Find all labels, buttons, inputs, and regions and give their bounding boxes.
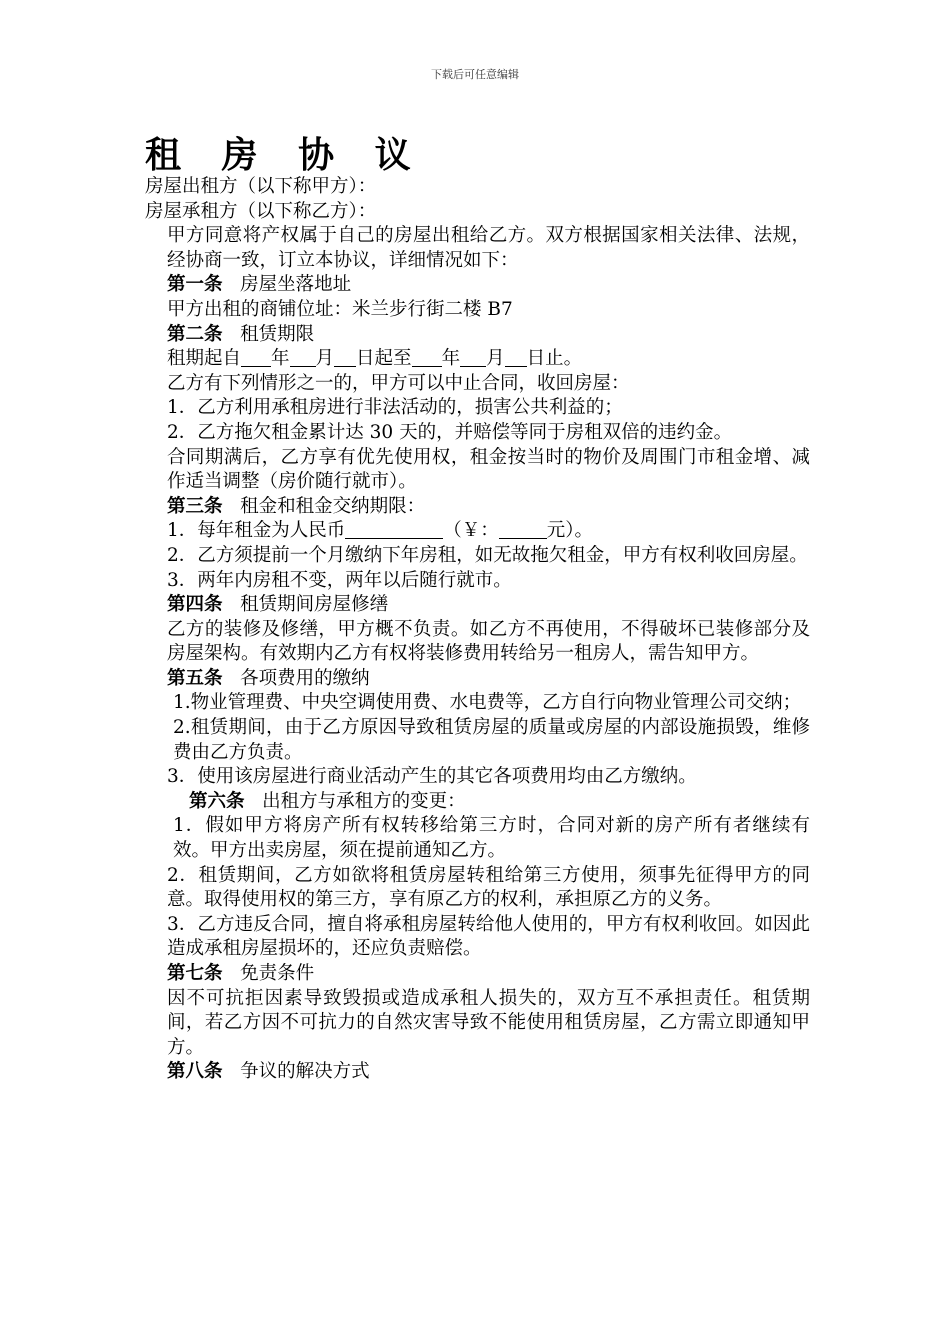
document-title: 租 房 协 议 xyxy=(145,135,425,176)
article-number: 第八条 xyxy=(167,1061,223,1083)
change-item-3: 3．乙方违反合同，擅自将承租房屋转给他人使用的，甲方有权利收回。如因此造成承租房屋损坏的，还应负责赔偿。 xyxy=(167,913,810,960)
lease-term-line xyxy=(145,347,810,372)
rent-item-2: 2．乙方须提前一个月缴纳下年房租，如无故拖欠租金，甲方有权利收回房屋。 xyxy=(167,544,808,566)
article-number: 第六条 xyxy=(189,790,245,812)
article-title: 租金和租金交纳期限： xyxy=(240,495,426,517)
blank-month xyxy=(460,348,486,367)
term-month: 月 xyxy=(315,348,335,370)
document-body xyxy=(145,175,810,1085)
termination-item-1: 1．乙方利用承租房进行非法活动的，损害公共利益的； xyxy=(167,397,623,419)
fees-item-1: 1.物业管理费、中央空调使用费、水电费等，乙方自行向物业管理公司交纳； xyxy=(173,692,802,714)
blank-rent-words xyxy=(345,520,443,539)
article-title: 房屋坐落地址 xyxy=(240,274,352,296)
change-item-2: 2．租赁期间，乙方如欲将租赁房屋转租给第三方使用，须事先征得甲方的同意。取得使用权的第三方，享有原乙方的权利，承担原乙方的义务。 xyxy=(167,864,810,911)
article-title: 免责条件 xyxy=(240,963,315,984)
article-4-heading xyxy=(145,593,810,618)
article-number: 第一条 xyxy=(167,274,223,296)
renewal-paragraph: 合同期满后，乙方享有优先使用权，租金按当时的物价及周围门市租金增、减作适当调整（房价随行就市）。 xyxy=(167,446,810,493)
term-day-end: 日止。 xyxy=(526,348,583,370)
article-8-heading xyxy=(145,1060,810,1085)
exemption-paragraph: 因不可抗拒因素导致毁损或造成承租人损失的，双方互不承担责任。租赁期间，若乙方因不可抗力的自然灾害导致不能使用租赁房屋，乙方需立即通知甲方。 xyxy=(167,987,810,1058)
lessor-line: 房屋出租方（以下称甲方）： xyxy=(145,176,377,197)
term-year: 年 xyxy=(441,348,461,370)
blank-day xyxy=(334,348,356,367)
header-note: 下载后可任意编辑 xyxy=(431,68,519,81)
article-3-heading xyxy=(145,495,810,520)
intro-paragraph: 甲方同意将产权属于自己的房屋出租给乙方。双方根据国家相关法律、法规，经协商一致，订立本协议，详细情况如下： xyxy=(167,225,810,271)
article-number: 第三条 xyxy=(167,495,223,517)
term-day-start: 日起至 xyxy=(356,348,412,370)
article-title: 争议的解决方式 xyxy=(240,1061,370,1083)
rent-prefix: 1．每年租金为人民币 xyxy=(167,520,346,542)
term-prefix: 租期起自 xyxy=(167,348,242,370)
termination-item-2: 2．乙方拖欠租金累计达 30 天的，并赔偿等同于房租双倍的违约金。 xyxy=(167,421,733,443)
article-number: 第四条 xyxy=(167,594,223,616)
article-title: 出租方与承租方的变更： xyxy=(262,790,466,812)
blank-rent-amount xyxy=(499,520,547,539)
rent-suffix: 元）。 xyxy=(546,520,594,542)
blank-year xyxy=(241,348,271,367)
article-title: 租赁期间房屋修缮 xyxy=(240,594,389,616)
rent-mid: （￥： xyxy=(443,520,499,542)
article-2-heading xyxy=(145,323,810,348)
blank-day xyxy=(505,348,527,367)
change-item-1: 1．假如甲方将房产所有权转移给第三方时，合同对新的房产所有者继续有效。甲方出卖房屋，须在提前通知乙方。 xyxy=(173,815,810,862)
article-5-heading xyxy=(145,667,810,692)
article-title: 各项费用的缴纳 xyxy=(240,667,370,689)
repair-paragraph: 乙方的装修及修缮，甲方概不负责。如乙方不再使用，不得破坏已装修部分及房屋架构。有效期内乙方有权将装修费用转给另一租房人，需告知甲方。 xyxy=(167,618,810,665)
rent-amount-line xyxy=(145,519,810,544)
address-line: 甲方出租的商铺位址：米兰步行街二楼 B7 xyxy=(167,298,513,320)
article-title: 租赁期限 xyxy=(240,323,315,345)
article-number: 第七条 xyxy=(167,963,223,984)
term-year: 年 xyxy=(271,348,290,370)
article-1-heading xyxy=(145,273,810,298)
termination-intro: 乙方有下列情形之一的，甲方可以中止合同，收回房屋： xyxy=(167,372,630,394)
rent-item-3: 3．两年内房租不变，两年以后随行就市。 xyxy=(167,569,512,591)
lessee-line: 房屋承租方（以下称乙方）： xyxy=(145,200,377,222)
fees-item-3: 3．使用该房屋进行商业活动产生的其它各项费用均由乙方缴纳。 xyxy=(167,766,697,788)
term-month: 月 xyxy=(486,348,505,370)
article-6-heading xyxy=(145,790,810,815)
article-number: 第二条 xyxy=(167,323,223,345)
article-7-heading xyxy=(145,962,810,987)
blank-month xyxy=(290,348,316,367)
fees-item-2: 2.租赁期间，由于乙方原因导致租赁房屋的质量或房屋的内部设施损毁，维修费由乙方负责。 xyxy=(173,717,810,763)
article-number: 第五条 xyxy=(167,667,223,689)
blank-year xyxy=(412,348,442,367)
